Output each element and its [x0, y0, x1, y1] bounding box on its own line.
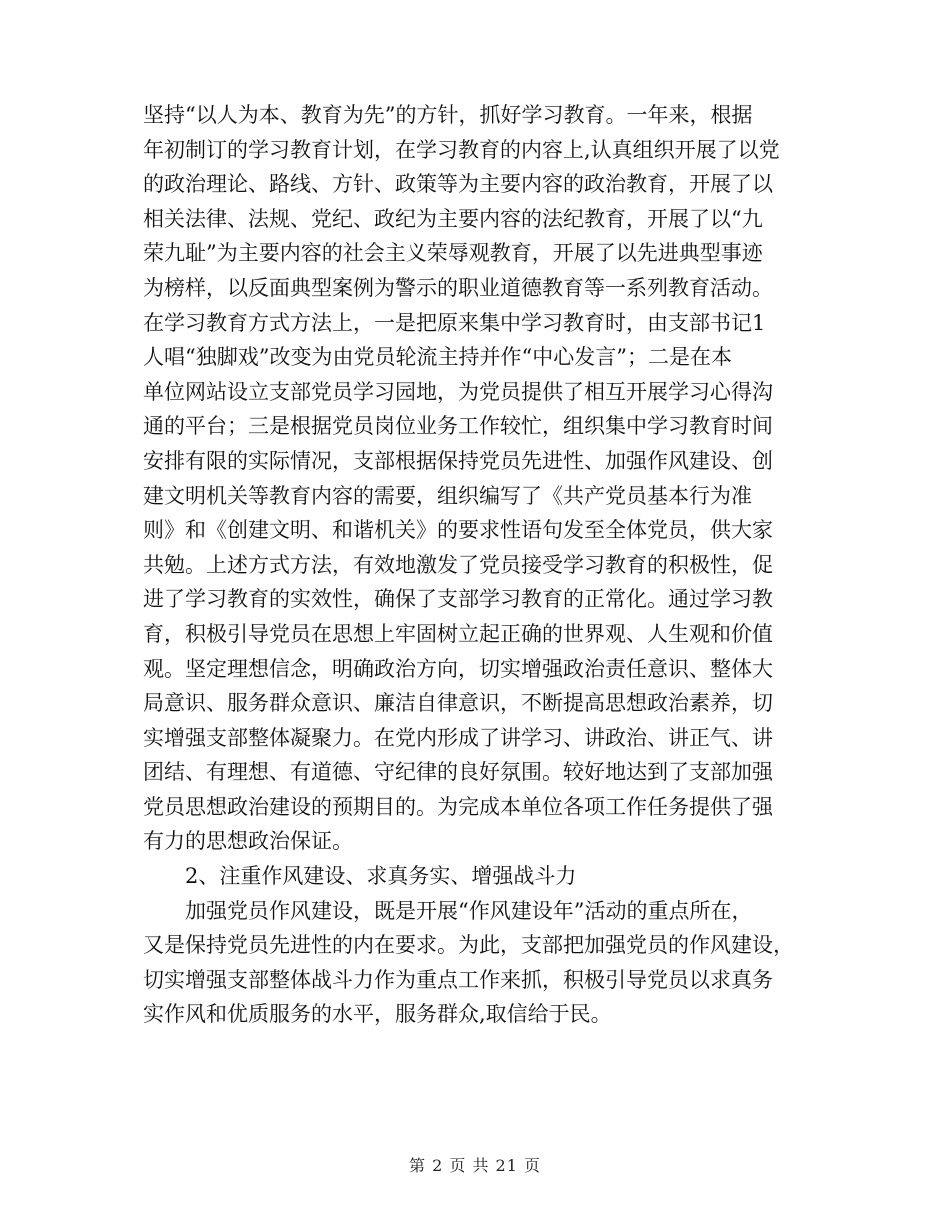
text-line: 又是保持党员先进性的内在要求。为此，支部把加强党员的作风建设， — [143, 933, 794, 958]
text-line: 加强党员作风建设，既是开展“作风建设年”活动的重点所在， — [185, 898, 753, 923]
text-line: 在学习教育方式方法上，一是把原来集中学习教育时，由支部书记1 — [143, 310, 766, 335]
text-line: 实增强支部整体凝聚力。在党内形成了讲学习、讲政治、讲正气、讲 — [143, 725, 773, 750]
text-line: 实作风和优质服务的水平，服务群众,取信给于民。 — [143, 1002, 612, 1027]
text-line: 育，积极引导党员在思想上牢固树立起正确的世界观、人生观和价值 — [143, 621, 773, 646]
text-line: 有力的思想政治保证。 — [143, 829, 353, 854]
text-line: 通的平台；三是根据党员岗位业务工作较忙，组织集中学习教育时间 — [143, 414, 773, 439]
text-line: 团结、有理想、有道德、守纪律的良好氛围。较好地达到了支部加强 — [143, 760, 773, 785]
text-line: 党员思想政治建设的预期目的。为完成本单位各项工作任务提供了强 — [143, 794, 773, 819]
text-line: 单位网站设立支部党员学习园地，为党员提供了相互开展学习心得沟 — [143, 379, 773, 404]
text-line: 坚持“以人为本、教育为先”的方针，抓好学习教育。一年来，根据 — [143, 103, 753, 127]
text-line: 相关法律、法规、党纪、政纪为主要内容的法纪教育，开展了以“九 — [143, 206, 763, 231]
page-number-footer: 第 2 页 共 21 页 — [409, 1156, 541, 1175]
text-line: 进了学习教育的实效性，确保了支部学习教育的正常化。通过学习教 — [143, 587, 773, 612]
document-body — [143, 98, 815, 1032]
text-line: 为榜样，以反面典型案例为警示的职业道德教育等一系列教育活动。 — [143, 275, 773, 300]
text-line: 局意识、服务群众意识、廉洁自律意识，不断提高思想政治素养，切 — [143, 691, 773, 716]
text-line: 则》和《创建文明、和谐机关》的要求性语句发至全体党员，供大家 — [143, 518, 773, 543]
text-line: 的政治理论、路线、方针、政策等为主要内容的政治教育，开展了以 — [143, 172, 773, 197]
text-line: 观。坚定理想信念，明确政治方向，切实增强政治责任意识、整体大 — [143, 656, 773, 681]
text-line: 建文明机关等教育内容的需要，组织编写了《共产党员基本行为准 — [143, 483, 752, 508]
text-line: 安排有限的实际情况，支部根据保持党员先进性、加强作风建设、创 — [143, 448, 773, 473]
section-heading: 2、注重作风建设、求真务实、增强战斗力 — [185, 864, 577, 889]
text-line: 共勉。上述方式方法，有效地激发了党员接受学习教育的积极性，促 — [143, 552, 773, 577]
text-line: 切实增强支部整体战斗力作为重点工作来抓，积极引导党员以求真务 — [143, 967, 773, 992]
text-line: 人唱“独脚戏”改变为由党员轮流主持并作“中心发言”；二是在本 — [143, 345, 732, 370]
text-line: 荣九耻”为主要内容的社会主义荣辱观教育，开展了以先进典型事迹 — [143, 241, 763, 266]
text-line: 年初制订的学习教育计划，在学习教育的内容上,认真组织开展了以党 — [143, 137, 780, 162]
